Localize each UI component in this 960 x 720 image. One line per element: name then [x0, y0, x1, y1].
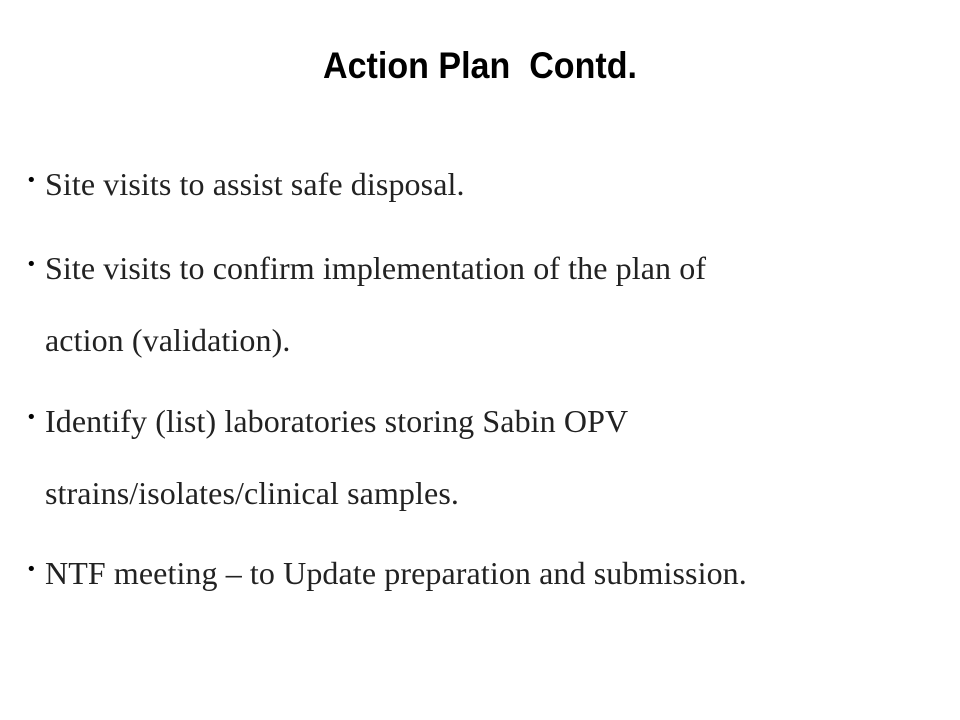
bullet-icon: •: [26, 559, 37, 580]
bullet-icon: •: [26, 254, 37, 275]
bullet-text: Site visits to confirm implementation of the plan of action (validation).: [45, 250, 707, 358]
bullet-icon: •: [26, 170, 37, 191]
bullet-text: Identify (list) laboratories storing Sabin OPV strains/isolates/clinical samples.: [45, 403, 629, 511]
bullet-icon: •: [26, 407, 37, 428]
slide-title: Action Plan Contd.: [323, 45, 637, 86]
bullet-text: NTF meeting – to Update preparation and submission.: [45, 555, 747, 591]
bullet-text: Site visits to assist safe disposal.: [45, 166, 465, 202]
